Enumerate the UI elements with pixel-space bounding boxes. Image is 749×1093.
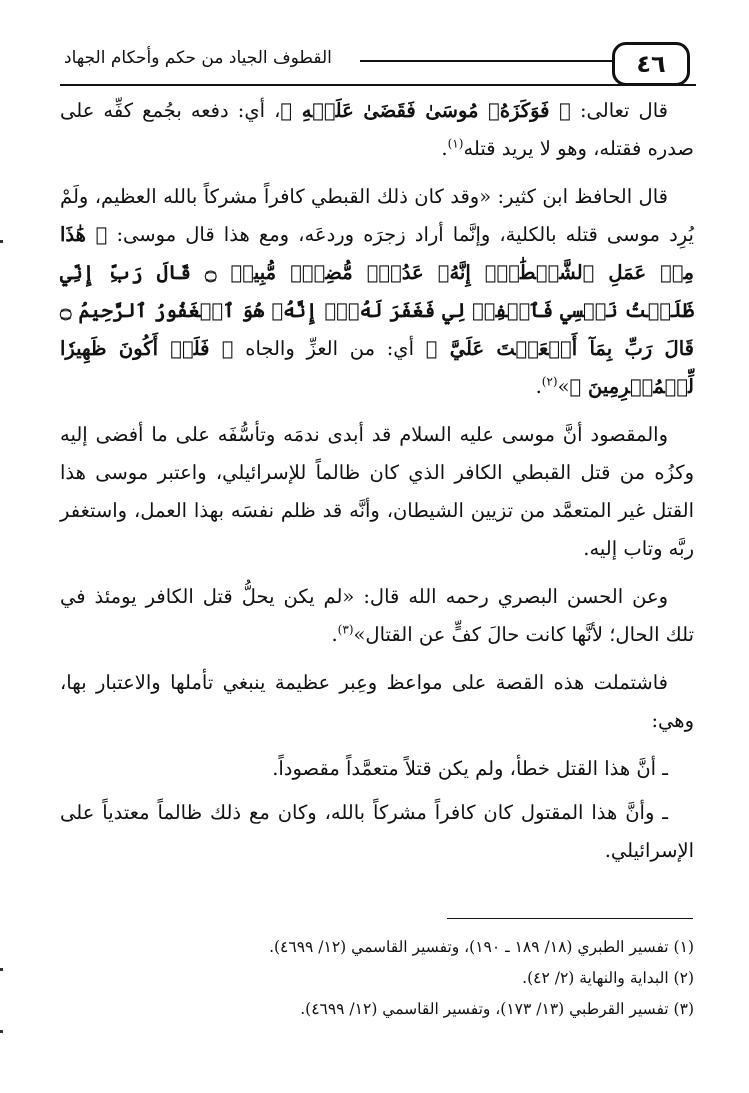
paragraph	[60, 92, 694, 168]
footnote-ref: (٣)	[337, 622, 354, 637]
paragraph	[60, 416, 694, 568]
margin-mark	[0, 968, 3, 971]
margin-mark	[0, 240, 3, 243]
list-item: ـ أنَّ هذا القتل خطأ، ولم يكن قتلاً متعمَّداً مقصوداً.	[272, 757, 668, 780]
footnotes	[60, 932, 694, 1025]
page-header	[60, 42, 700, 92]
footnote: (٣) تفسير القرطبي (١٣/ ١٧٣)، وتفسير القاسمي (١٢/ ٤٦٩٩).	[300, 1000, 694, 1018]
running-title: القطوف الجياد من حكم وأحكام الجهاد	[64, 48, 332, 68]
quran-verse: ﴿ هَٰذَا مِنۡ عَمَلِ ٱلشَّيۡطَٰنِۖ إِنَّهُۥ عَدُوّٞ مُّضِلّٞ مُّبِينٞ ۝ قَالَ رَبِّ إِنِّي ظَلَمۡتُ نَفۡسِي فَٱغۡفِرۡ لِي فَغَفَرَ لَهُۥٓۚ إِنَّهُۥ هُوَ ٱلۡغَفُورُ ٱلرَّحِيمُ ۝ قَالَ رَبِّ بِمَآ أَنۡعَمۡتَ عَلَيَّ ﴾	[60, 223, 694, 360]
page-number: ٤٦	[612, 42, 690, 86]
text-run: »	[557, 375, 570, 398]
text-run: ، أي: دفعه بجُمع كفِّه على صدره فقتله، وهو لا يريد قتله	[60, 99, 694, 160]
footnote: (٢) البداية والنهاية (٢/ ٤٢).	[522, 969, 694, 987]
text-run: أي: من العزِّ والجاه	[233, 337, 426, 360]
paragraph	[60, 178, 694, 406]
text-run: .	[331, 623, 338, 646]
text-run: قال تعالى:	[570, 99, 668, 122]
header-underline	[60, 84, 696, 86]
header-rule	[360, 60, 614, 62]
text-run: قال الحافظ ابن كثير: «وقد كان ذلك القبطي كافراً مشركاً بالله العظيم، ولَمْ يُرِد موسى قتله بالكلية، وإنَّما أراد زجرَه وردعَه، ومع هذا قال موسى:	[60, 185, 694, 246]
paragraph	[60, 578, 694, 654]
footnote-separator	[447, 918, 693, 919]
text-run: فاشتملت هذه القصة على مواعظ وعِبر عظيمة ينبغي تأملها والاعتبار بها، وهي:	[60, 671, 694, 732]
text-run: .	[535, 375, 542, 398]
quran-verse: ﴿ فَلَنۡ أَكُونَ ظَهِيرٗا لِّلۡمُجۡرِمِينَ ﴾	[60, 337, 694, 398]
text-run: والمقصود أنَّ موسى عليه السلام قد أبدى ندمَه وتأسُّفَه على ما أفضى إليه وكزُه من قتل القبطي الكافر الذي كان ظالماً للإسرائيلي، واعتبر موسى هذا القتل غير المتعمَّد من تزيين الشيطان، وأنَّه قد ظلم نفسَه بهذا العمل، واستغفر ربَّه وتاب إليه.	[60, 423, 694, 560]
paragraph	[60, 664, 694, 740]
footnote: (١) تفسير الطبري (١٨/ ١٨٩ ـ ١٩٠)، وتفسير القاسمي (١٢/ ٤٦٩٩).	[269, 938, 694, 956]
main-text	[60, 92, 694, 876]
footnote-ref: (١)	[447, 136, 464, 151]
text-run: .	[441, 137, 448, 160]
text-run: وعن الحسن البصري رحمه الله قال: «لم يكن يحلُّ قتل الكافر يومئذ في تلك الحال؛ لأنَّها كانت حالَ كفٍّ عن القتال»	[60, 585, 694, 646]
margin-mark	[0, 1030, 3, 1033]
footnote-ref: (٢)	[541, 374, 558, 389]
list-item: ـ وأنَّ هذا المقتول كان كافراً مشركاً بالله، وكان مع ذلك ظالماً معتدياً على الإسرائيلي.	[60, 801, 694, 862]
quran-verse: ﴿ فَوَكَزَهُۥ مُوسَىٰ فَقَضَىٰ عَلَيۡهِ ﴾	[280, 99, 571, 122]
